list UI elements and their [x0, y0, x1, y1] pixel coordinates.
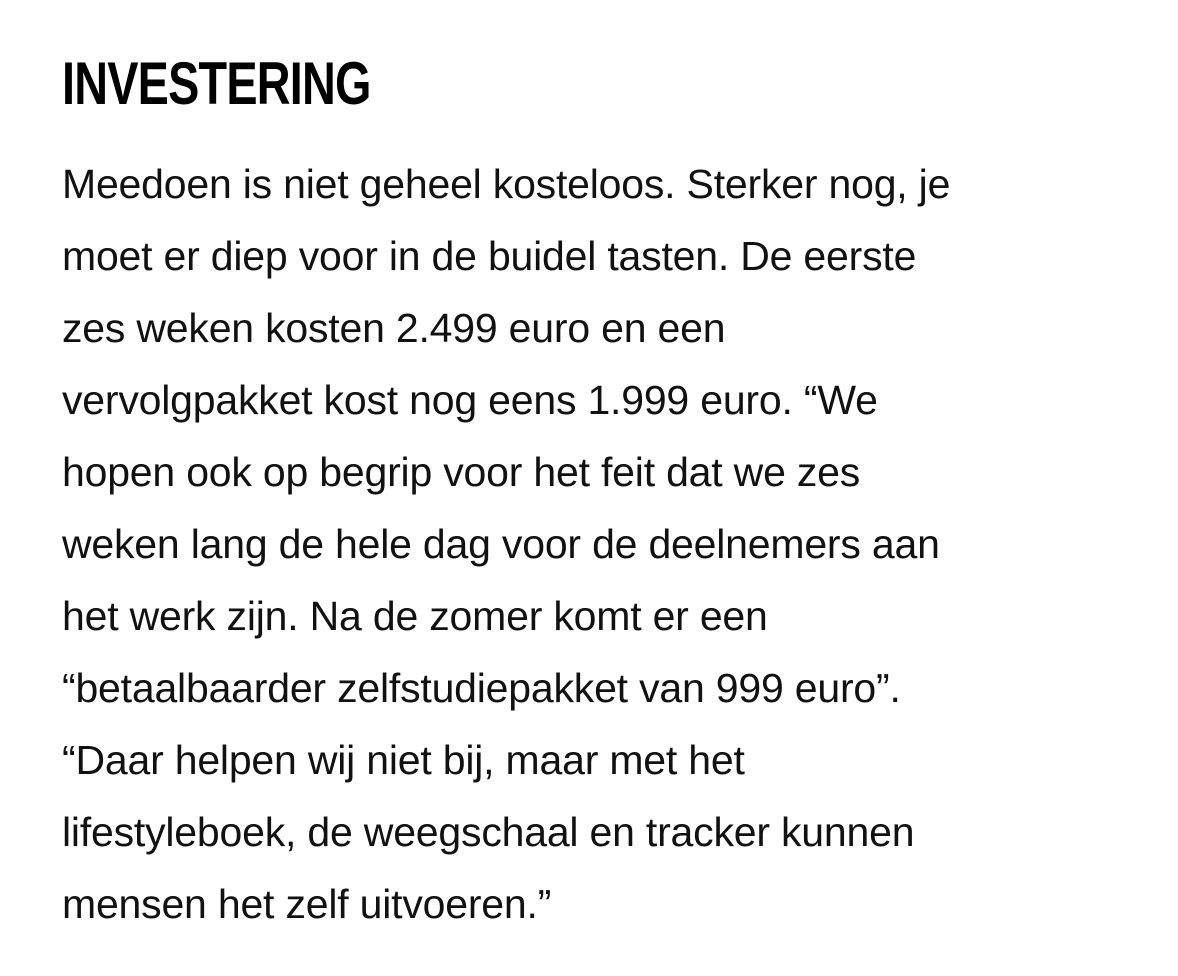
body-line: vervolgpakket kost nog eens 1.999 euro. “We: [62, 377, 878, 423]
article: [62, 48, 1152, 940]
body-line: lifestyleboek, de weegschaal en tracker kunnen: [62, 809, 915, 855]
body-line: het werk zijn. Na de zomer komt er een: [62, 593, 768, 639]
article-body: [62, 148, 1152, 940]
body-line: zes weken kosten 2.499 euro en een: [62, 305, 726, 351]
body-line: Meedoen is niet geheel kosteloos. Sterker nog, je: [62, 161, 951, 207]
body-line: weken lang de hele dag voor de deelnemers aan: [62, 521, 940, 567]
body-line: mensen het zelf uitvoeren.”: [62, 881, 552, 927]
body-line: “betaalbaarder zelfstudiepakket van 999 euro”.: [62, 665, 901, 711]
body-line: hopen ook op begrip voor het feit dat we zes: [62, 449, 861, 495]
body-line: “Daar helpen wij niet bij, maar met het: [62, 737, 745, 783]
body-line: moet er diep voor in de buidel tasten. De eerste: [62, 233, 917, 279]
section-heading: INVESTERING: [62, 50, 371, 117]
